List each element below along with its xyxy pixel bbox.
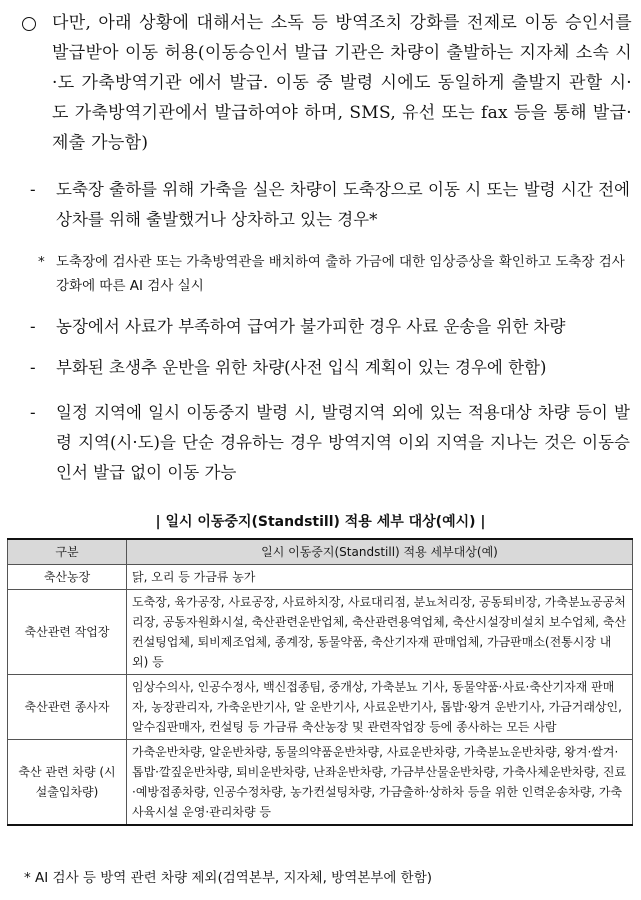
row-detail: 도축장, 육가공장, 사료공장, 사료하치장, 사료대리점, 분뇨처리장, 공동퇴비장, 가축분뇨공공처리장, 공동자원화시설, 축산관련운반업체, 축산관련용역업체, 축산시설장비설치 보수업체, 축산컨설팅업체, 퇴비제조업체, 종계장, 동물약품, 축산기자재 판매업체, 가금판매소(전통시장 내외) 등 [127, 590, 633, 675]
main-paragraph [22, 8, 632, 158]
dash-item-feed [30, 312, 630, 342]
circle-bullet-icon [22, 17, 36, 31]
dash-bullet: - [30, 358, 36, 377]
row-category: 축산 관련 차량 (시설출입차량) [8, 740, 127, 826]
dash-item-slaughterhouse [30, 175, 630, 235]
row-detail: 닭, 오리 등 가금류 농가 [127, 565, 633, 590]
header-detail: 일시 이동중지(Standstill) 적용 세부대상(예) [127, 539, 633, 565]
asterisk-mark: * [38, 254, 45, 270]
table-header-row [8, 539, 633, 565]
table-row [8, 565, 633, 590]
row-category: 축산관련 작업장 [8, 590, 127, 675]
dash-bullet: - [30, 403, 36, 422]
dash-item-transit [30, 398, 630, 488]
header-category: 구분 [8, 539, 127, 565]
main-paragraph-text: 다만, 아래 상황에 대해서는 소독 등 방역조치 강화를 전제로 이동 승인서를 발급받아 이동 허용(이동승인서 발급 기관은 차량이 출발하는 지자체 소속 시·도 가축방역기관 에서 발급. 이동 중 발령 시에도 동일하게 출발지 관할 시·도 가축방역기관에서 발급하여야 하며, SMS, 유선 또는 fax 등을 통해 발급·제출 가능함) [52, 13, 632, 153]
dash-item-text: 농장에서 사료가 부족하여 급여가 불가피한 경우 사료 운송을 위한 차량 [56, 317, 566, 336]
dash-item-chicks [30, 353, 630, 383]
dash-bullet: - [30, 180, 36, 199]
dash-item-text: 일정 지역에 일시 이동중지 발령 시, 발령지역 외에 있는 적용대상 차량 등이 발령 지역(시·도)을 단순 경유하는 경우 방역지역 이외 지역을 지나는 것은 이동승인서 발급 없이 이동 가능 [56, 403, 630, 482]
row-category: 축산농장 [8, 565, 127, 590]
table-row [8, 675, 633, 740]
standstill-targets-table [7, 538, 633, 826]
table-row [8, 590, 633, 675]
table-row [8, 740, 633, 826]
asterisk-note-text: 도축장에 검사관 또는 가축방역관을 배치하여 출하 가금에 대한 임상증상을 확인하고 도축장 검사 강화에 따른 AI 검사 실시 [56, 254, 625, 294]
dash-bullet: - [30, 317, 36, 336]
row-detail: 임상수의사, 인공수정사, 백신접종팀, 중개상, 가축분뇨 기사, 동물약품·사료·축산기자재 판매자, 농장관리자, 가축운반기사, 알 운반기사, 사료운반기사, 톱밥·왕겨 운반기사, 가금거래상인, 알수집판매자, 컨설팅 등 가금류 축산농장 및 관련작업장 등에 종사하는 모든 사람 [127, 675, 633, 740]
dash-item-text: 부화된 초생추 운반을 위한 차량(사전 입식 계획이 있는 경우에 한함) [56, 358, 547, 377]
row-detail: 가축운반차량, 알운반차량, 동물의약품운반차량, 사료운반차량, 가축분뇨운반차량, 왕겨·쌀겨·톱밥·깔짚운반차량, 퇴비운반차량, 난좌운반차량, 가금부산물운반차량, 가축사체운반차량, 진료·예방접종차량, 인공수정차량, 농가컨설팅차량, 가금출하·상하차 등을 위한 인력운송차량, 가축사육시설 운영·관리차량 등 [127, 740, 633, 826]
row-category: 축산관련 종사자 [8, 675, 127, 740]
asterisk-note [38, 250, 628, 298]
footnote: * AI 검사 등 방역 관련 차량 제외(검역본부, 지자체, 방역본부에 한함) [24, 870, 433, 886]
dash-item-text: 도축장 출하를 위해 가축을 실은 차량이 도축장으로 이동 시 또는 발령 시간 전에 상차를 위해 출발했거나 상차하고 있는 경우* [56, 180, 630, 229]
table-title: | 일시 이동중지(Standstill) 적용 세부 대상(예시) | [155, 514, 486, 530]
